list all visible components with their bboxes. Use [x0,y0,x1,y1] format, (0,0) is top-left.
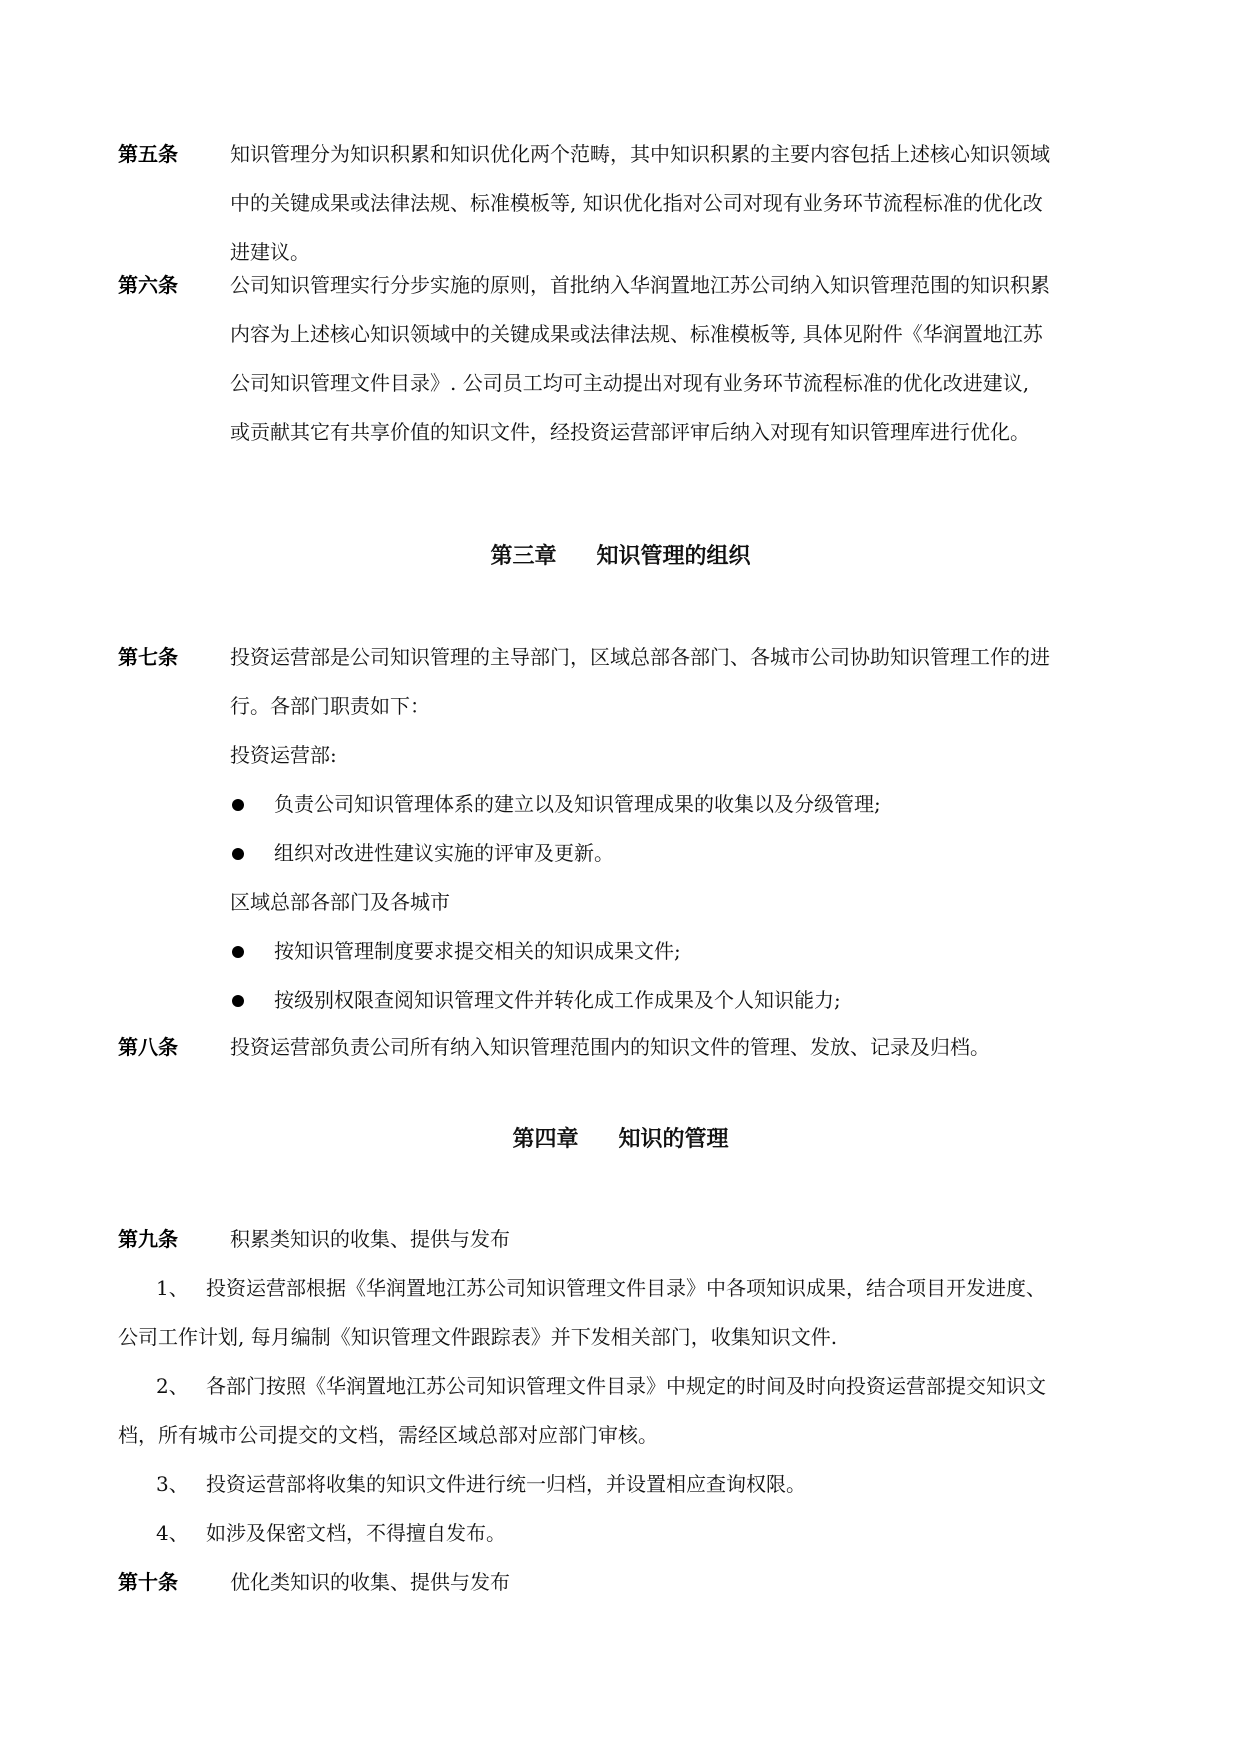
list-item [118,1264,1128,1362]
chapter-title: 知识的管理 [618,1127,729,1152]
article-8 [118,1023,1138,1072]
article-label: 第十条 [118,1570,178,1594]
chapter-number: 第四章 [512,1127,579,1152]
group-title: 投资运营部: [230,743,337,767]
bullet-icon [232,799,244,811]
item-text: 各部门按照《华润置地江苏公司知识管理文件目录》中规定的时间及时向投资运营部提交知识文 [206,1374,1046,1398]
bullet-item: 按级别权限查阅知识管理文件并转化成工作成果及个人知识能力; [230,976,1138,1025]
list-item [118,1362,1128,1460]
item-text-cont: 档，所有城市公司提交的文档，需经区域总部对应部门审核。 [118,1423,658,1447]
item-text: 如涉及保密文档，不得擅自发布。 [206,1521,506,1545]
list-item [118,1460,1128,1509]
article-5 [118,130,1138,277]
article-body [230,633,1138,1025]
article-label: 第八条 [118,1035,178,1059]
article-body [230,1558,1138,1607]
article-6 [118,261,1138,457]
item-text: 投资运营部根据《华润置地江苏公司知识管理文件目录》中各项知识成果，结合项目开发进度、 [206,1276,1046,1300]
paragraph-line: 内容为上述核心知识领域中的关键成果或法律法规、标准模板等, 具体见附件《华润置地江苏 [230,322,1043,346]
item-text: 投资运营部将收集的知识文件进行统一归档，并设置相应查询权限。 [206,1472,806,1496]
paragraph-line: 投资运营部是公司知识管理的主导部门，区域总部各部门、各城市公司协助知识管理工作的进 [230,645,1050,669]
bullet-icon [232,995,244,1007]
paragraph-line: 公司知识管理实行分步实施的原则，首批纳入华润置地江苏公司纳入知识管理范围的知识积累 [230,273,1050,297]
article-body [230,261,1138,457]
article-label: 第六条 [118,273,178,297]
chapter-title: 知识管理的组织 [596,544,751,569]
item-text-cont: 公司工作计划, 每月编制《知识管理文件跟踪表》并下发相关部门，收集知识文件. [118,1325,838,1349]
item-number: 2、 [156,1374,189,1398]
paragraph-line: 积累类知识的收集、提供与发布 [230,1227,510,1251]
article-body [230,1215,1138,1264]
article-label: 第七条 [118,645,178,669]
article-9 [118,1215,1138,1264]
bullet-item: 负责公司知识管理体系的建立以及知识管理成果的收集以及分级管理; [230,780,1138,829]
item-number: 3、 [156,1472,189,1496]
article-10 [118,1558,1138,1607]
bullet-item: 组织对改进性建议实施的评审及更新。 [230,829,1138,878]
bullet-icon [232,946,244,958]
group-title: 区域总部各部门及各城市 [230,890,450,914]
paragraph-line: 优化类知识的收集、提供与发布 [230,1570,510,1594]
chapter-number: 第三章 [490,544,557,569]
article-7 [118,633,1138,1025]
paragraph-line: 知识管理分为知识积累和知识优化两个范畴，其中知识积累的主要内容包括上述核心知识领域 [230,142,1050,166]
article-label: 第五条 [118,142,178,166]
paragraph-line: 或贡献其它有共享价值的知识文件，经投资运营部评审后纳入对现有知识管理库进行优化。 [230,420,1030,444]
item-number: 1、 [156,1276,189,1300]
article-label: 第九条 [118,1227,178,1251]
chapter-3-heading [0,537,1241,577]
paragraph-line: 投资运营部负责公司所有纳入知识管理范围内的知识文件的管理、发放、记录及归档。 [230,1035,990,1059]
article-body [230,130,1138,277]
paragraph-line: 公司知识管理文件目录》. 公司员工均可主动提出对现有业务环节流程标准的优化改进建议, [230,371,1030,395]
article-body [230,1023,1138,1072]
item-number: 4、 [156,1521,189,1545]
chapter-4-heading [0,1120,1241,1160]
paragraph-line: 行。各部门职责如下： [230,694,430,718]
bullet-icon [232,848,244,860]
paragraph-line: 中的关键成果或法律法规、标准模板等, 知识优化指对公司对现有业务环节流程标准的优化改 [230,191,1043,215]
list-item [118,1509,1128,1558]
paragraph-line: 进建议。 [230,240,310,264]
bullet-item: 按知识管理制度要求提交相关的知识成果文件; [230,927,1138,976]
